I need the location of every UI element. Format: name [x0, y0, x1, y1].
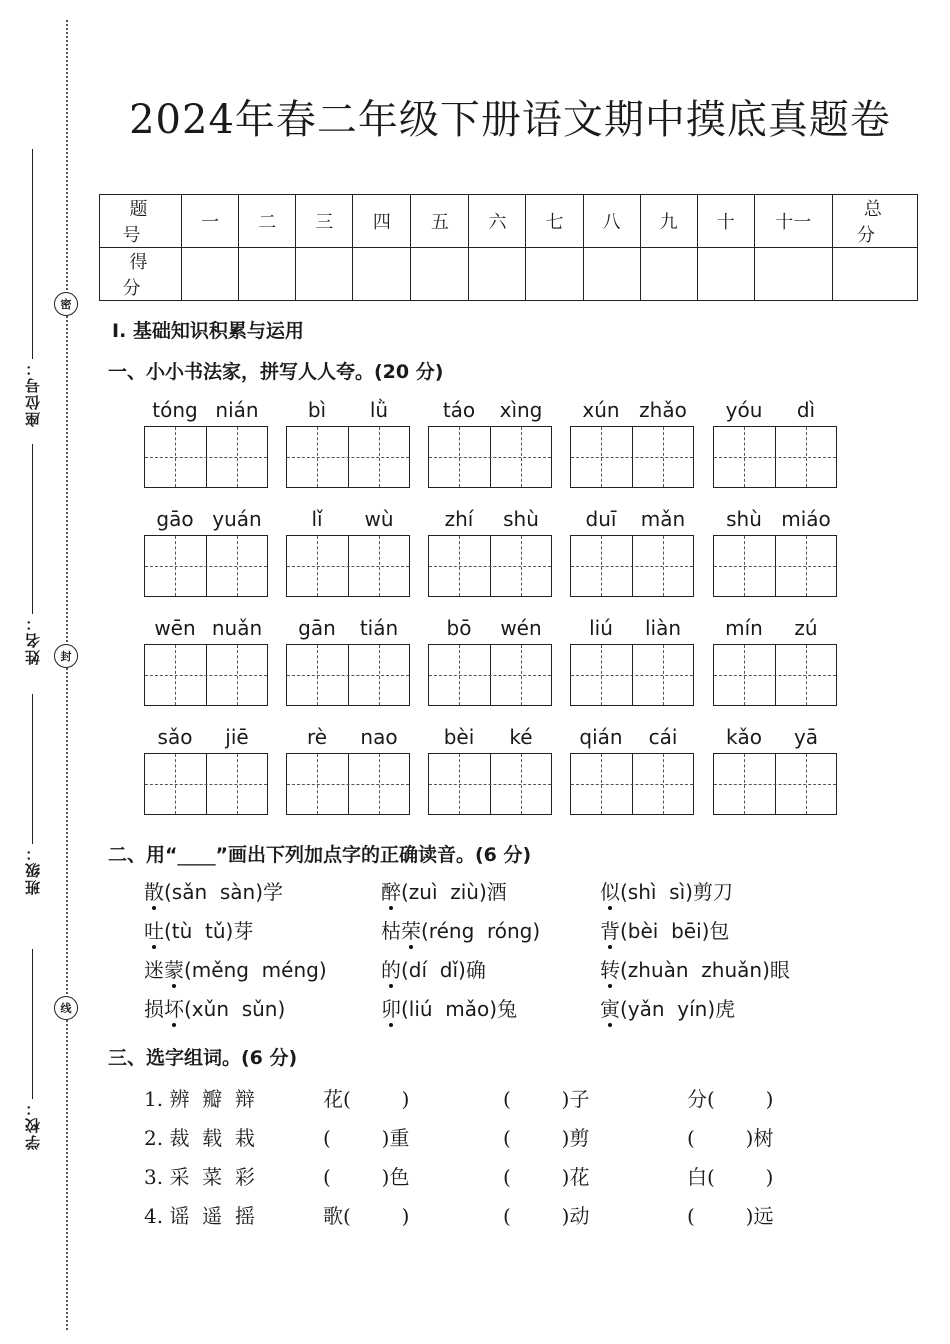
writing-grid[interactable] — [286, 644, 410, 706]
q2-dotted-char: 蒙 — [164, 958, 184, 982]
score-cell[interactable] — [296, 248, 353, 301]
seat-number-field[interactable] — [22, 145, 42, 427]
pinyin-label: xún — [582, 398, 620, 422]
q2-item-options: (xǔn sǔn) — [184, 997, 286, 1021]
seal-xian: 线 — [54, 996, 78, 1020]
q2-dotted-char: 坏 — [164, 997, 184, 1021]
writing-grid[interactable] — [286, 535, 410, 597]
score-cell[interactable] — [832, 248, 917, 301]
pinyin-label: liàn — [644, 616, 682, 640]
q2-item[interactable] — [600, 915, 729, 944]
q3-blank-word[interactable]: 歌( ) — [323, 1204, 410, 1228]
q2-item-options: (zuì ziù)酒 — [401, 880, 507, 904]
score-cell[interactable] — [353, 248, 411, 301]
question-number-label: 题号 — [100, 195, 182, 248]
class-label: 班级： — [23, 844, 42, 895]
writing-grid[interactable] — [428, 426, 552, 488]
pinyin-label: tián — [359, 616, 399, 640]
pinyin-label: dì — [796, 398, 816, 422]
score-row-label: 得分 — [100, 248, 182, 301]
q2-item-options: (yǎn yín)虎 — [620, 997, 736, 1021]
q2-dotted-char: 散 — [144, 880, 164, 904]
score-col-6: 六 — [469, 195, 526, 248]
q2-item[interactable] — [381, 915, 540, 944]
pinyin-label: bō — [446, 616, 472, 640]
q2-dotted-char: 的 — [381, 958, 401, 982]
q2-item-options: (sǎn sàn)学 — [164, 880, 284, 904]
pinyin-label: mín — [725, 616, 763, 640]
q3-blank-word[interactable]: ( )树 — [687, 1126, 774, 1150]
q3-char-choices: 1. 辨 瓣 辩 — [144, 1087, 255, 1111]
q2-item[interactable] — [381, 876, 507, 905]
score-cell[interactable] — [697, 248, 754, 301]
name-field[interactable] — [22, 440, 42, 665]
q2-item-options: (dí dǐ)确 — [401, 958, 486, 982]
pinyin-label: wēn — [154, 616, 196, 640]
pinyin-label: zhǎo — [639, 398, 687, 422]
score-table-header-row — [100, 195, 918, 248]
pinyin-label: kǎo — [725, 725, 763, 749]
q2-dotted-char: 荣 — [401, 919, 421, 943]
q3-blank-word[interactable]: ( )色 — [323, 1165, 410, 1189]
writing-grid[interactable] — [570, 426, 694, 488]
q2-heading-post: ”画出下列加点字的正确读音。(6 分) — [215, 844, 532, 866]
q2-item[interactable] — [600, 876, 733, 905]
q2-dotted-char: 转 — [600, 958, 620, 982]
q3-blank-word[interactable]: ( )子 — [503, 1087, 590, 1111]
pinyin-label: yuán — [212, 507, 262, 531]
q3-blank-word[interactable]: ( )花 — [503, 1165, 590, 1189]
writing-grid[interactable] — [144, 535, 268, 597]
q2-dotted-char: 卯 — [381, 997, 401, 1021]
q2-item-options: (zhuàn zhuǎn)眼 — [620, 958, 790, 982]
score-cell[interactable] — [754, 248, 832, 301]
seat-number-line — [32, 149, 33, 359]
score-cell[interactable] — [239, 248, 296, 301]
q2-item[interactable] — [144, 876, 283, 905]
writing-grid[interactable] — [286, 753, 410, 815]
q2-dotted-char: 似 — [600, 880, 620, 904]
score-table — [99, 194, 918, 301]
writing-grid[interactable] — [286, 426, 410, 488]
q3-blank-word[interactable]: ( )剪 — [503, 1126, 590, 1150]
pinyin-label: tóng — [152, 398, 198, 422]
q2-item-pre: 迷 — [144, 958, 164, 982]
q2-item-pre: 损 — [144, 997, 164, 1021]
score-col-4: 四 — [353, 195, 411, 248]
q3-blank-word[interactable]: ( )重 — [323, 1126, 410, 1150]
q3-blank-word[interactable]: 白( ) — [687, 1165, 774, 1189]
pinyin-label: gān — [298, 616, 336, 640]
q2-dotted-char: 醉 — [381, 880, 401, 904]
class-line — [32, 694, 33, 844]
q2-item[interactable] — [600, 954, 790, 983]
pinyin-label: zú — [794, 616, 818, 640]
school-field[interactable] — [22, 945, 42, 1150]
pinyin-label: táo — [442, 398, 476, 422]
page-title: 2024年春二年级下册语文期中摸底真题卷 — [129, 97, 891, 143]
pinyin-label: xìng — [499, 398, 543, 422]
score-cell[interactable] — [640, 248, 697, 301]
q3-char-choices: 3. 采 菜 彩 — [144, 1165, 255, 1189]
score-col-5: 五 — [411, 195, 469, 248]
pinyin-label: qián — [579, 725, 623, 749]
score-cell[interactable] — [469, 248, 526, 301]
school-label: 学校： — [23, 1099, 42, 1150]
score-col-10: 十 — [697, 195, 754, 248]
pinyin-label: jiē — [225, 725, 249, 749]
pinyin-label: shù — [726, 507, 762, 531]
class-field[interactable] — [22, 690, 42, 895]
score-table-score-row — [100, 248, 918, 301]
pinyin-label: shù — [503, 507, 539, 531]
writing-grid[interactable] — [144, 644, 268, 706]
writing-grid[interactable] — [428, 753, 552, 815]
pinyin-label: liú — [589, 616, 613, 640]
writing-grid[interactable] — [713, 535, 837, 597]
writing-grid[interactable] — [428, 535, 552, 597]
q2-item[interactable] — [381, 993, 517, 1022]
score-cell[interactable] — [182, 248, 239, 301]
pinyin-label: ké — [509, 725, 533, 749]
writing-grid[interactable] — [570, 753, 694, 815]
q2-item-pre: 枯 — [381, 919, 401, 943]
pinyin-label: yóu — [725, 398, 763, 422]
section-heading: Ⅰ. 基础知识积累与运用 — [112, 320, 304, 342]
name-label: 姓名： — [23, 614, 42, 665]
pinyin-label: yā — [793, 725, 819, 749]
pinyin-label: wén — [500, 616, 542, 640]
seat-number-label: 座位号： — [23, 359, 42, 427]
q3-blank-word[interactable]: 花( ) — [323, 1087, 410, 1111]
pinyin-label: duī — [585, 507, 617, 531]
seal-mi: 密 — [54, 292, 78, 316]
q2-item-options: (bèi bēi)包 — [620, 919, 730, 943]
pinyin-label: rè — [306, 725, 328, 749]
writing-grid[interactable] — [713, 644, 837, 706]
q2-item-options: (shì sì)剪刀 — [620, 880, 733, 904]
q2-item-options: (liú mǎo)兔 — [401, 997, 518, 1021]
writing-grid[interactable] — [428, 644, 552, 706]
score-col-7: 七 — [526, 195, 583, 248]
q3-char-choices: 4. 谣 遥 摇 — [144, 1204, 255, 1228]
q3-blank-word[interactable]: 分( ) — [687, 1087, 774, 1111]
writing-grid[interactable] — [570, 644, 694, 706]
q3-blank-word[interactable]: ( )远 — [687, 1204, 774, 1228]
q2-item[interactable] — [144, 915, 253, 944]
q2-item[interactable] — [144, 993, 285, 1022]
binding-dotted-line — [66, 20, 68, 1330]
score-col-8: 八 — [583, 195, 640, 248]
pinyin-label: lǐ — [311, 507, 323, 531]
pinyin-label: lǜ — [369, 398, 389, 422]
q2-item-options: (měng méng) — [184, 958, 327, 982]
pinyin-label: wù — [364, 507, 394, 531]
score-col-total: 总分 — [832, 195, 917, 248]
q2-item[interactable] — [381, 954, 486, 983]
pinyin-label: zhí — [444, 507, 474, 531]
seal-feng: 封 — [54, 644, 78, 668]
writing-grid[interactable] — [713, 426, 837, 488]
q2-dotted-char: 寅 — [600, 997, 620, 1021]
q3-heading: 三、选字组词。(6 分) — [108, 1047, 298, 1069]
q2-heading — [108, 840, 531, 867]
pinyin-label: cái — [648, 725, 678, 749]
score-cell[interactable] — [583, 248, 640, 301]
pinyin-label: bì — [307, 398, 327, 422]
pinyin-label: bèi — [443, 725, 475, 749]
q2-dotted-char: 吐 — [144, 919, 164, 943]
q2-item-options: (réng róng) — [421, 919, 541, 943]
score-col-11: 十一 — [754, 195, 832, 248]
q2-item[interactable] — [144, 954, 327, 983]
pinyin-label: miáo — [781, 507, 831, 531]
school-line — [32, 949, 33, 1099]
writing-grid[interactable] — [713, 753, 837, 815]
score-col-1: 一 — [182, 195, 239, 248]
pinyin-label: mǎn — [640, 507, 686, 531]
q1-heading: 一、小小书法家，拼写人人夸。(20 分) — [108, 361, 444, 383]
q2-heading-pre: 二、用“ — [108, 844, 178, 866]
writing-grid[interactable] — [570, 535, 694, 597]
pinyin-label: nao — [360, 725, 398, 749]
score-cell[interactable] — [526, 248, 583, 301]
q3-blank-word[interactable]: ( )动 — [503, 1204, 590, 1228]
score-col-3: 三 — [296, 195, 353, 248]
writing-grid[interactable] — [144, 426, 268, 488]
pinyin-label: sǎo — [157, 725, 193, 749]
pinyin-label: nián — [215, 398, 259, 422]
q3-char-choices: 2. 裁 载 栽 — [144, 1126, 255, 1150]
score-cell[interactable] — [411, 248, 469, 301]
pinyin-label: nuǎn — [211, 616, 263, 640]
score-col-2: 二 — [239, 195, 296, 248]
q2-heading-blank: ____ — [177, 844, 216, 866]
name-line — [32, 444, 33, 614]
pinyin-label: gāo — [156, 507, 194, 531]
q2-dotted-char: 背 — [600, 919, 620, 943]
score-col-9: 九 — [640, 195, 697, 248]
q2-item-options: (tù tǔ)芽 — [164, 919, 254, 943]
q2-item[interactable] — [600, 993, 735, 1022]
writing-grid[interactable] — [144, 753, 268, 815]
